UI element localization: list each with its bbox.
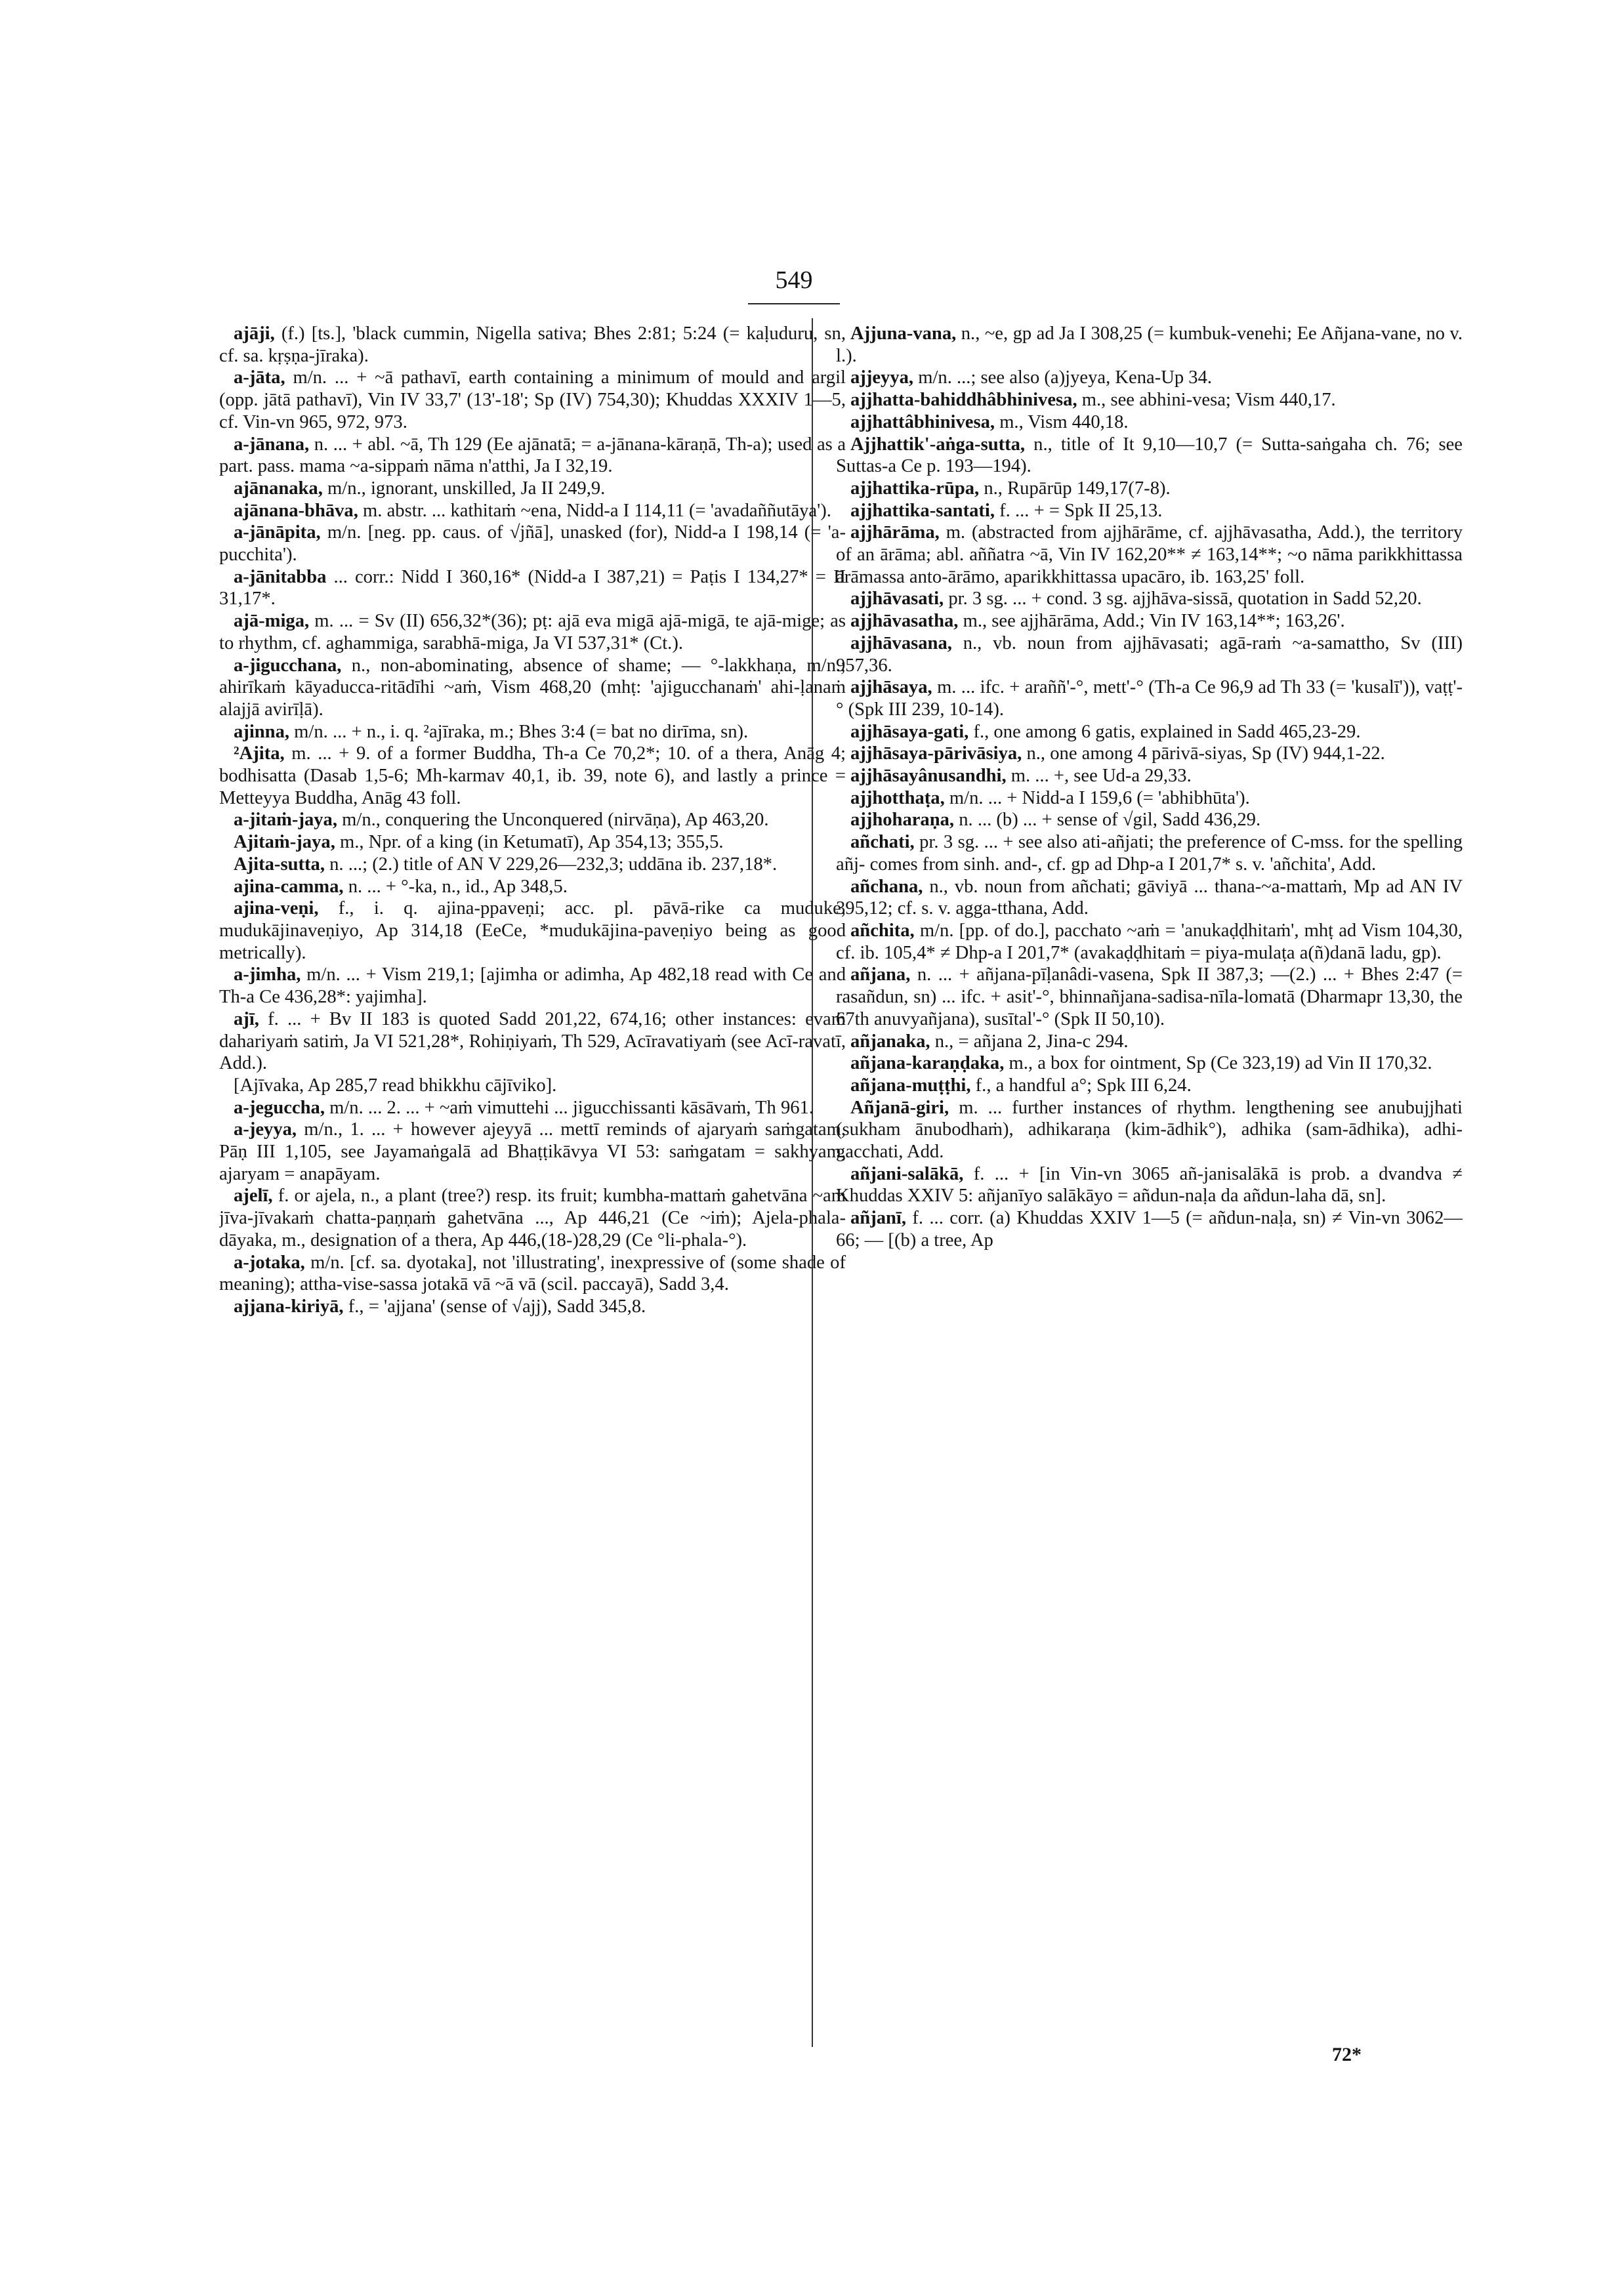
dictionary-entry <box>219 831 846 854</box>
entry-text: ... corr.: Nidd I 360,16* (Nidd-a I 387,21) = Paṭis I 134,27* = II 31,17*. <box>219 566 846 610</box>
entry-headword: añjani-salākā, <box>850 1163 964 1184</box>
entry-headword: ajjana-kiriyā, <box>234 1296 344 1317</box>
dictionary-entry <box>836 876 1463 920</box>
entry-text: pr. 3 sg. ... + see also ati-añjati; the preference of C-mss. for the spelling añj- comes from sinh. and-, cf. gp ad Dhp-a I 201,7* s. v. 'añchita', Add. <box>836 832 1463 875</box>
dictionary-entry <box>836 367 1463 389</box>
dictionary-entry <box>836 676 1463 720</box>
entry-headword: ajjhattika-rūpa, <box>850 478 980 499</box>
entry-headword: a-jitaṁ-jaya, <box>234 810 338 831</box>
dictionary-entry <box>219 367 846 433</box>
entry-headword: añjanī, <box>850 1208 907 1229</box>
dictionary-entry <box>219 1296 846 1318</box>
entry-text: m. ... = Sv (II) 656,32*(36); pṭ: ajā eva migā ajā-migā, te ajā-mige; as to rhythm, cf. aghammiga, sarabhā-miga, Ja VI 537,31* (Ct.). <box>219 611 846 653</box>
entry-headword: ajina-camma, <box>234 876 344 897</box>
entry-text: f. ... + Bv II 183 is quoted Sadd 201,22, 674,16; other instances: evaṁ dahariyaṁ satiṁ, Ja VI 521,28*, Rohiṇiyaṁ, Th 529, Acīravatiyaṁ (see Acī-ravatī, Add.). <box>219 1008 846 1074</box>
entry-headword: ajina-veṇi, <box>234 898 319 919</box>
entry-headword: añjanaka, <box>850 1031 930 1052</box>
entry-headword: a-jimha, <box>234 964 301 985</box>
dictionary-entry <box>219 898 846 964</box>
page-number: 549 <box>775 266 813 294</box>
entry-headword: ²Ajita, <box>234 743 285 764</box>
entry-text: f., one among 6 gatis, explained in Sadd 465,23-29. <box>968 721 1361 742</box>
entry-text: m., Npr. of a king (in Ketumatī), Ap 354,13; 355,5. <box>335 832 724 853</box>
entry-text: f. ... + = Spk II 25,13. <box>995 500 1163 521</box>
entry-headword: añjana, <box>850 964 911 985</box>
entry-text: n. ... + añjana-pīḷanâdi-vasena, Spk II 387,3; —(2.) ... + Bhes 2:47 (= rasañdun, sn) ... ifc. + asit'-°, bhinnañjana-sadisa-nīla-lomatā (Dharmapr 13,30, the 67th anuvyañjana), susītal'-° (Spk II 50,10). <box>836 964 1463 1029</box>
entry-text: n. ... + abl. ~ā, Th 129 (Ee ajānatā; = a-jānana-kāraṇā, Th-a); used as a part. pass. mama ~a-sippaṁ nāma n'atthi, Ja I 32,19. <box>219 434 846 477</box>
dictionary-entry <box>836 1031 1463 1053</box>
entry-text: m/n. ... + Nidd-a I 159,6 (= 'abhibhūta'). <box>944 787 1250 808</box>
entry-headword: ajjhoharaṇa, <box>850 810 955 831</box>
entry-text: m/n. ...; see also (a)jyeya, Kena-Up 34. <box>913 367 1213 388</box>
entry-headword: añchati, <box>850 832 915 853</box>
entry-headword: a-jigucchana, <box>234 655 342 676</box>
entry-headword: ajjhāsaya-gati, <box>850 721 969 742</box>
entry-text: n., = añjana 2, Jina-c 294. <box>930 1031 1129 1052</box>
entry-headword: Ajjhattik'-aṅga-sutta, <box>850 434 1026 455</box>
left-column <box>219 323 846 2068</box>
entry-headword: ajjhatta-bahiddhâbhinivesa, <box>850 390 1077 411</box>
entry-headword: Ajita-sutta, <box>234 854 325 875</box>
dictionary-entry <box>836 588 1463 610</box>
entry-text: m. ... +, see Ud-a 29,33. <box>1006 766 1192 787</box>
entry-text: n. ... (b) ... + sense of √gil, Sadd 436,29. <box>954 810 1261 831</box>
entry-text: n., Rupārūp 149,17(7-8). <box>979 478 1171 499</box>
entry-text: f., a handful a°; Spk III 6,24. <box>970 1075 1192 1096</box>
entry-text: (f.) [ts.], 'black cummin, Nigella sativa; Bhes 2:81; 5:24 (= kaḷuduru, sn, cf. sa. kṛṣṇa-jīraka). <box>219 323 846 366</box>
entry-text: m. ... + 9. of a former Buddha, Th-a Ce 70,2*; 10. of a thera, Anāg 4; bodhisatta (Dasab 1,5-6; Mh-karmav 40,1, ib. 39, note 6), and lastly a prince = Metteyya Buddha, Anāg 43 foll. <box>219 743 846 808</box>
entry-headword: ajjhattâbhinivesa, <box>850 411 995 432</box>
dictionary-entry <box>219 434 846 478</box>
entry-text: n., non-abominating, absence of shame; — °-lakkhaṇa, m/n.; ahirīkaṁ kāyaducca-ritādīhi ~aṁ, Vism 468,20 (mhṭ: 'ajigucchanaṁ' ahi-ḷanaṁ alajjā avirīḷā). <box>219 655 846 720</box>
entry-headword: ajjhāsaya, <box>850 677 932 698</box>
entry-text: m. ... ifc. + araññ'-°, mett'-° (Th-a Ce 96,9 ad Th 33 (= 'kusalī')), vaṭṭ'-° (Spk III 239, 10-14). <box>836 677 1463 720</box>
entry-headword: ajjhāvasati, <box>850 589 944 610</box>
dictionary-entry <box>836 787 1463 810</box>
entry-headword: a-jānitabba <box>234 566 327 587</box>
entry-text: m/n., ignorant, unskilled, Ja II 249,9. <box>322 478 606 499</box>
entry-headword: ajī, <box>234 1008 259 1029</box>
dictionary-entry <box>219 743 846 809</box>
entry-headword: ajjhārāma, <box>850 522 940 543</box>
dictionary-entry <box>836 1052 1463 1075</box>
entry-headword: Ajjuna-vana, <box>850 323 957 344</box>
dictionary-entry <box>836 1075 1463 1097</box>
entry-headword: ajjhāvasatha, <box>850 611 959 632</box>
dictionary-entry <box>219 1119 846 1185</box>
dictionary-entry <box>836 434 1463 478</box>
dictionary-entry <box>219 1008 846 1075</box>
entry-text: m. ... further instances of rhythm. lengthening see anubujjhati (sukham ānubodhaṁ), adhikaraṇa (kim-ādhik°), adhika (sam-ādhika), adhi-gacchati, Add. <box>836 1097 1463 1163</box>
entry-headword: ajjhāsayânusandhi, <box>850 766 1007 787</box>
entry-headword: a-jeguccha, <box>234 1097 325 1118</box>
entry-headword: ajjhāvasana, <box>850 632 952 653</box>
dictionary-entry <box>836 831 1463 875</box>
entry-headword: ajāji, <box>234 323 275 344</box>
entry-text: m. (abstracted from ajjhārāme, cf. ajjhāvasatha, Add.), the territory of an ārāma; abl. aññatra ~ā, Vin IV 162,20** ≠ 163,14**; ~o nāma parikkhittassa ārāmassa anto-ārāmo, aparikkhittassa upacāro, ib. 163,25' foll. <box>836 522 1463 587</box>
entry-text: m/n., 1. ... + however ajeyyā ... mettī reminds of ajaryaṁ saṁgatam, Pāṇ III 1,105, see Jayamaṅgalā ad Bhaṭṭikāvya VI 53: saṁgatam = sakhyam, ajaryam = anapāyam. <box>219 1119 846 1184</box>
entry-text: pr. 3 sg. ... + cond. 3 sg. ajjhāva-sissā, quotation in Sadd 52,20. <box>944 589 1422 610</box>
entry-headword: ajjhotthaṭa, <box>850 787 945 808</box>
entry-text: m/n. ... + ~ā pathavī, earth containing a minimum of mould and argil (opp. jātā pathavī), Vin IV 33,7' (13'-18'; Sp (IV) 754,30); Khuddas XXXIV 1—5, cf. Vin-vn 965, 972, 973. <box>219 367 846 432</box>
entry-headword: ajjhattika-santati, <box>850 500 995 521</box>
entry-headword: a-jānāpita, <box>234 522 321 543</box>
entry-text: m. abstr. ... kathitaṁ ~ena, Nidd-a I 114,11 (= 'avadaññutāya'). <box>358 500 831 521</box>
entry-text: n., one among 4 pārivā-siyas, Sp (IV) 944,1-22. <box>1022 743 1385 764</box>
entry-headword: a-jeyya, <box>234 1119 297 1140</box>
entry-headword: ajelī, <box>234 1186 273 1207</box>
dictionary-entry <box>219 522 846 566</box>
entry-text: m/n. [pp. of do.], pacchato ~aṁ = 'anukaḍḍhitaṁ', mhṭ ad Vism 104,30, cf. ib. 105,4* ≠ Dhp-a I 201,7* (avakaḍḍhitaṁ = piya-mulaṭa a(ñ)danā ladu, gp). <box>836 920 1463 963</box>
dictionary-entry <box>219 1075 846 1097</box>
dictionary-entry <box>836 500 1463 522</box>
sheet-signature: 72* <box>1332 2044 1362 2065</box>
dictionary-entry <box>836 964 1463 1030</box>
entry-text: f. or ajela, n., a plant (tree?) resp. its fruit; kumbha-mattaṁ gahetvāna ~aṁ jīva-jīvakaṁ chatta-paṇṇaṁ gahetvāna ..., Ap 446,21 (Ce ~iṁ); Ajela-phala-dāyaka, m., designation of a thera, Ap 446,(18-)28,29 (Ce °li-phala-°). <box>219 1186 846 1251</box>
entry-text: m., a box for ointment, Sp (Ce 323,19) ad Vin II 170,32. <box>1004 1053 1432 1074</box>
right-column <box>836 323 1463 2068</box>
entry-headword: Añjanā-giri, <box>850 1097 949 1118</box>
dictionary-entry <box>219 500 846 522</box>
entry-headword: ajjeyya, <box>850 367 914 388</box>
entry-text: m., Vism 440,18. <box>995 411 1129 432</box>
dictionary-entry <box>219 809 846 831</box>
entry-headword: a-jānana, <box>234 434 310 455</box>
entry-text: f., = 'ajjana' (sense of √ajj), Sadd 345,8. <box>343 1296 646 1317</box>
dictionary-entry <box>836 478 1463 500</box>
entry-text: f. ... corr. (a) Khuddas XXIV 1—5 (= añdun-naḷa, sn) ≠ Vin-vn 3062—66; — [(b) a tree, Ap <box>836 1208 1463 1251</box>
entry-text: n., ~e, gp ad Ja I 308,25 (= kumbuk-venehi; Ee Añjana-vane, no v. l.). <box>836 323 1463 366</box>
dictionary-entry <box>219 655 846 721</box>
entry-text: f. ... + [in Vin-vn 3065 añ-janisalākā is prob. a dvandva ≠ Khuddas XXIV 5: añjanīyo salākāyo = añdun-naḷa da añdun-laha dā, sn]. <box>836 1163 1463 1207</box>
dictionary-entry <box>836 522 1463 588</box>
dictionary-entry <box>219 610 846 654</box>
entry-text: m/n. ... + Vism 219,1; [ajimha or adimha, Ap 482,18 read with Ce and Th-a Ce 436,28*: yajimha]. <box>219 964 846 1008</box>
entry-headword: añjana-karaṇḍaka, <box>850 1053 1005 1074</box>
dictionary-entry <box>836 632 1463 676</box>
entry-text: m/n. [neg. pp. caus. of √jñā], unasked (for), Nidd-a I 198,14 (= 'a-pucchita'). <box>219 522 846 566</box>
entry-text: n., vb. noun from añchati; gāviyā ... thana-~a-mattaṁ, Mp ad AN IV 395,12; cf. s. v. agga-tthana, Add. <box>836 876 1463 919</box>
dictionary-entry <box>219 566 846 610</box>
dictionary-entry <box>219 721 846 743</box>
dictionary-entry <box>836 1097 1463 1163</box>
dictionary-entry <box>219 964 846 1008</box>
dictionary-entry <box>219 854 846 876</box>
entry-headword: ajānanaka, <box>234 478 323 499</box>
dictionary-entry <box>836 411 1463 434</box>
entry-text: f., i. q. ajina-ppaveṇi; acc. pl. pāvā-rike ca muduke, mudukājinaveṇiyo, Ap 314,18 (EeCe, *mudukājina-paveṇiyo being as good metrically). <box>219 898 846 963</box>
entry-text: m., see ajjhārāma, Add.; Vin IV 163,14**; 163,26'. <box>958 611 1345 632</box>
entry-headword: ajjhāsaya-pārivāsiya, <box>850 743 1022 764</box>
entry-text: n., vb. noun from ajjhāvasati; agā-raṁ ~a-samattho, Sv (III) 957,36. <box>836 632 1463 676</box>
dictionary-entry <box>219 1097 846 1119</box>
dictionary-entry <box>836 610 1463 632</box>
dictionary-entry <box>836 721 1463 743</box>
entry-text: m/n. ... + n., i. q. ²ajīraka, m.; Bhes 3:4 (= bat no dirīma, sn). <box>289 721 749 742</box>
dictionary-entry <box>836 389 1463 411</box>
dictionary-entry <box>836 1163 1463 1207</box>
entry-headword: a-jāta, <box>234 367 285 388</box>
entry-text: n. ...; (2.) title of AN V 229,26—232,3; uddāna ib. 237,18*. <box>324 854 778 875</box>
entry-text: m/n., conquering the Unconquered (nirvāṇa), Ap 463,20. <box>337 810 769 831</box>
dictionary-entry <box>836 323 1463 367</box>
entry-text: m/n. [cf. sa. dyotaka], not 'illustrating', inexpressive of (some shade of meaning); attha-vise-sassa jotakā vā ~ā vā (scil. paccayā), Sadd 3,4. <box>219 1252 846 1295</box>
dictionary-entry <box>836 1207 1463 1251</box>
entry-headword: ajā-miga, <box>234 611 310 632</box>
dictionary-entry <box>836 743 1463 765</box>
dictionary-entry <box>219 876 846 898</box>
dictionary-entry <box>219 1185 846 1251</box>
dictionary-entry <box>836 765 1463 787</box>
dictionary-entry <box>219 478 846 500</box>
entry-headword: añjana-muṭṭhi, <box>850 1075 971 1096</box>
entry-headword: Ajitaṁ-jaya, <box>234 832 335 853</box>
entry-headword: añchita, <box>850 920 915 941</box>
entry-headword: a-jotaka, <box>234 1252 305 1273</box>
dictionary-entry <box>219 1252 846 1296</box>
entry-text: n. ... + °-ka, n., id., Ap 348,5. <box>343 876 568 897</box>
dictionary-entry <box>836 809 1463 831</box>
entry-headword: ajinna, <box>234 721 290 742</box>
entry-text: m., see abhini-vesa; Vism 440,17. <box>1077 390 1336 411</box>
dictionary-entry <box>836 920 1463 964</box>
entry-text: n., title of It 9,10—10,7 (= Sutta-saṅgaha ch. 76; see Suttas-a Ce p. 193—194). <box>836 434 1463 477</box>
entry-text: m/n. ... 2. ... + ~aṁ vimuttehi ... jigucchissanti kāsāvaṁ, Th 961. <box>324 1097 814 1118</box>
entry-text: [Ajīvaka, Ap 285,7 read bhikkhu cājīviko]. <box>234 1075 557 1096</box>
dictionary-entry <box>219 323 846 367</box>
entry-headword: ajānana-bhāva, <box>234 500 358 521</box>
entry-headword: añchana, <box>850 876 923 897</box>
page-number-rule <box>748 303 840 304</box>
